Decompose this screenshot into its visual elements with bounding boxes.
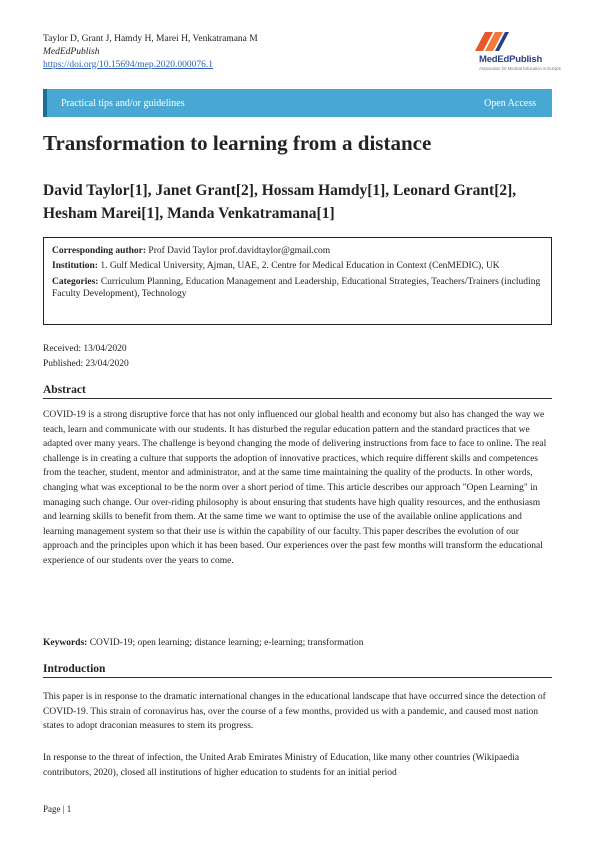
introduction-paragraph-1: This paper is in response to the dramatic international changes in the educational landscape that have occurred since the detection of COVID-19. This strain of coronavirus has, over the course of a few months, provided us with a pandemic, and caused most nation states to adopt draconian measures to stem its progress. (43, 692, 546, 732)
doi-link[interactable]: https://doi.org/10.15694/mep.2020.000076.1 (43, 60, 214, 70)
logo-name: MedEdPublish (479, 54, 543, 65)
published-date: Published: 23/04/2020 (43, 358, 129, 369)
corresponding-author: Corresponding author: Prof David Taylor prof.davidtaylor@gmail.com (52, 246, 331, 256)
categories: Categories: Curriculum Planning, Education Management and Leadership, Educational Strategies, Teachers/Trainers (including Faculty Development), Technology (52, 276, 541, 300)
abstract-text: COVID-19 is a strong disruptive force that has not only influenced our global health and economy but also has changed the way we teach, learn and communicate with our students. It has disturbed the regular education pattern and the standard practices that we adapted over many years. The challenge is beyond changing the mode of delivering instructions from face to face to online. The real challenge is in creating a culture that supports the adoption of innovative practices, which require different skills and competences from the teacher, student, mentor and administrator, and at the same time maintaining the quality of the products. In other words, changing what was exceptional to be the norm over a short period of time. This article describes our approach "Open Learning" in managing such change. Our over-riding philosophy is about ensuring that students have high quality resources, and the enthusiasm and learning skills to benefit from them. At the same time we want to optimise the use of the available online applications and learning management system so that their use is within the capability of our faculty. This paper describes the evolution of our approach and the principles upon which it has been based. Our experiences over the past few months will transform the educational experience of our students over the years to come. (43, 410, 547, 566)
author-list: David Taylor[1], Janet Grant[2], Hossam Hamdy[1], Leonard Grant[2], Hesham Marei[1], Manda Venkatramana[1] (43, 182, 517, 222)
introduction-heading: Introduction (43, 663, 552, 678)
logo-tagline: Association for Medical Education in Europe (479, 66, 561, 71)
abstract-heading: Abstract (43, 384, 552, 399)
article-type-banner (43, 89, 552, 117)
institution: Institution: 1. Gulf Medical University, Ajman, UAE, 2. Centre for Medical Education in Context (CenMEDIC), UK (52, 261, 500, 272)
received-date: Received: 13/04/2020 (43, 344, 127, 354)
keywords: Keywords: COVID-19; open learning; distance learning; e-learning; transformation (43, 638, 364, 648)
running-header (43, 33, 258, 72)
article-dates (43, 342, 129, 371)
article-title: Transformation to learning from a distance (43, 131, 432, 155)
corresponding-info-box (43, 237, 552, 325)
introduction-paragraph-2: In response to the threat of infection, the United Arab Emirates Ministry of Education, like many other countries (Wikipaedia contributors, 2020), closed all institutions of higher education to students for an initial period (43, 753, 520, 778)
header-authors: Taylor D, Grant J, Hamdy H, Marei H, Venkatramana M (43, 34, 258, 44)
mededpublish-logo (471, 29, 561, 79)
logo-icon (471, 29, 553, 55)
page-number: Page | 1 (43, 804, 72, 814)
header-journal: MedEdPublish (43, 47, 100, 57)
article-type: Practical tips and/or guidelines (61, 97, 185, 109)
open-access-label: Open Access (484, 97, 536, 109)
